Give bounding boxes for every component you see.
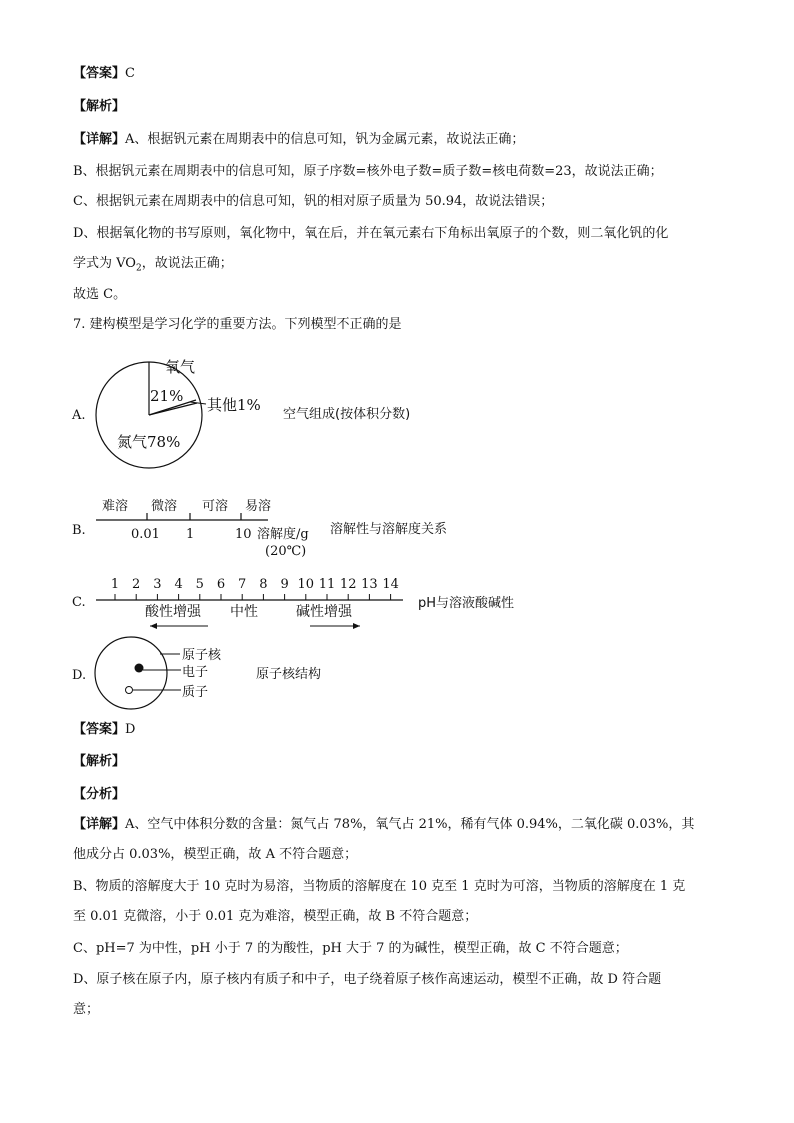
- ph-ticks: [111, 577, 399, 600]
- base-arrow-head: [353, 623, 360, 629]
- proton-label: 质子: [182, 685, 209, 700]
- ph-number-12: 12: [339, 577, 357, 592]
- answer-value: C: [125, 66, 135, 81]
- option-b-caption: 溶解性与溶解度关系: [330, 522, 448, 537]
- tick-label-1: 1: [186, 527, 195, 542]
- detail-line-2c: C、pH=7 为中性，pH 小于 7 的为酸性，pH 大于 7 的为碱性，模型正确，故 C 不符合题意；: [73, 941, 628, 956]
- detail-tag-2: 【详解】: [73, 817, 126, 832]
- formula-suffix: ，故说法正确；: [141, 256, 233, 271]
- pie-nitrogen-label: 氮气78%: [117, 433, 181, 451]
- detail-line-2a2: 他成分占 0.03%，模型正确，故 A 不符合题意；: [73, 847, 358, 862]
- proton-dot: [126, 687, 133, 694]
- analysis-tag: 【解析】: [73, 99, 126, 114]
- pie-oxygen-name: 氧气: [165, 358, 196, 376]
- formula-subscript: 2: [135, 263, 142, 274]
- detail-line-2d2: 意；: [73, 1002, 100, 1017]
- option-d-letter: D.: [72, 668, 87, 683]
- neutral-label: 中性: [230, 604, 258, 620]
- option-d-caption: 原子核结构: [256, 667, 322, 682]
- answer-value-2: D: [125, 722, 136, 737]
- detail-line-2b2: 至 0.01 克微溶，小于 0.01 克为难溶，模型正确，故 B 不符合题意；: [73, 909, 478, 924]
- ph-number-8: 8: [259, 577, 268, 592]
- detail-2a1-text: A、空气中体积分数的含量：氮气占 78%，氧气占 21%，稀有气体 0.94%，二氧化碳 0.03%，其: [125, 817, 695, 832]
- nucleus-label: 原子核: [182, 648, 222, 663]
- electron-label: 电子: [182, 665, 209, 680]
- detail-tag: 【详解】: [73, 132, 126, 147]
- ph-number-3: 3: [153, 577, 162, 592]
- option-c-caption: pH与溶液酸碱性: [418, 596, 515, 611]
- analysis-tag-2: 【解析】: [73, 754, 126, 769]
- answer-line-2: [73, 720, 135, 740]
- analyze-tag: 【分析】: [73, 787, 126, 802]
- ph-number-14: 14: [382, 577, 399, 592]
- detail-a-text: A、根据钒元素在周期表中的信息可知，钒为金属元素，故说法正确；: [125, 132, 525, 147]
- ph-number-5: 5: [195, 577, 204, 592]
- acid-arrow-head: [150, 623, 157, 629]
- category-weirong: 微溶: [151, 499, 178, 514]
- ph-number-7: 7: [238, 577, 247, 592]
- base-label: 碱性增强: [296, 604, 352, 620]
- ph-number-13: 13: [361, 577, 378, 592]
- tick-label-10: 10: [235, 527, 252, 542]
- answer-tag: 【答案】: [73, 66, 126, 81]
- atom-circle: [95, 637, 167, 709]
- option-a-letter: A.: [72, 408, 86, 423]
- ph-number-4: 4: [174, 577, 183, 592]
- tick-label-001: 0.01: [131, 527, 160, 542]
- ph-number-11: 11: [318, 577, 336, 592]
- ph-number-1: 1: [110, 577, 120, 592]
- detail-line-c: C、根据钒元素在周期表中的信息可知，钒的相对原子质量为 50.94，故说法错误；: [73, 194, 554, 209]
- category-yirong: 易溶: [245, 499, 272, 514]
- detail-line-b: B、根据钒元素在周期表中的信息可知，原子序数=核外电子数=质子数=核电荷数=23，故说法正确；: [73, 164, 663, 179]
- option-b-letter: B.: [72, 523, 86, 538]
- category-kerong: 可溶: [202, 499, 229, 514]
- choice-line: 故选 C。: [73, 287, 127, 302]
- pie-oxygen-pct: 21%: [150, 387, 184, 405]
- ph-number-2: 2: [132, 577, 141, 592]
- pie-other-label: 其他1%: [207, 396, 261, 414]
- option-c-letter: C.: [72, 595, 86, 610]
- formula-prefix: 学式为 VO: [73, 256, 136, 271]
- detail-line-2b1: B、物质的溶解度大于 10 克时为易溶，当物质的溶解度在 10 克至 1 克时为可溶，当物质的溶解度在 1 克: [73, 879, 686, 894]
- ph-number-10: 10: [297, 577, 315, 592]
- option-a-caption: 空气组成(按体积分数): [283, 407, 411, 422]
- detail-line-2d1: D、原子核在原子内，原子核内有质子和中子，电子绕着原子核作高速运动，模型不正确，故 D 符合题: [73, 972, 662, 987]
- detail-line-2a1: [73, 815, 694, 835]
- solubility-temp: (20℃): [265, 544, 307, 559]
- electron-dot: [135, 664, 144, 673]
- acid-label: 酸性增强: [145, 604, 201, 620]
- ph-number-6: 6: [216, 577, 226, 592]
- solubility-axis-label: 溶解度/g: [257, 527, 309, 542]
- category-nanrong: 难溶: [102, 499, 129, 514]
- question-7: 7. 建构模型是学习化学的重要方法。下列模型不正确的是: [73, 317, 402, 332]
- detail-line-d1: D、根据氧化物的书写原则，氧化物中，氧在后，并在氧元素右下角标出氧原子的个数，则二氧化钒的化: [73, 226, 669, 241]
- answer-tag-2: 【答案】: [73, 722, 126, 737]
- ph-number-9: 9: [280, 577, 289, 592]
